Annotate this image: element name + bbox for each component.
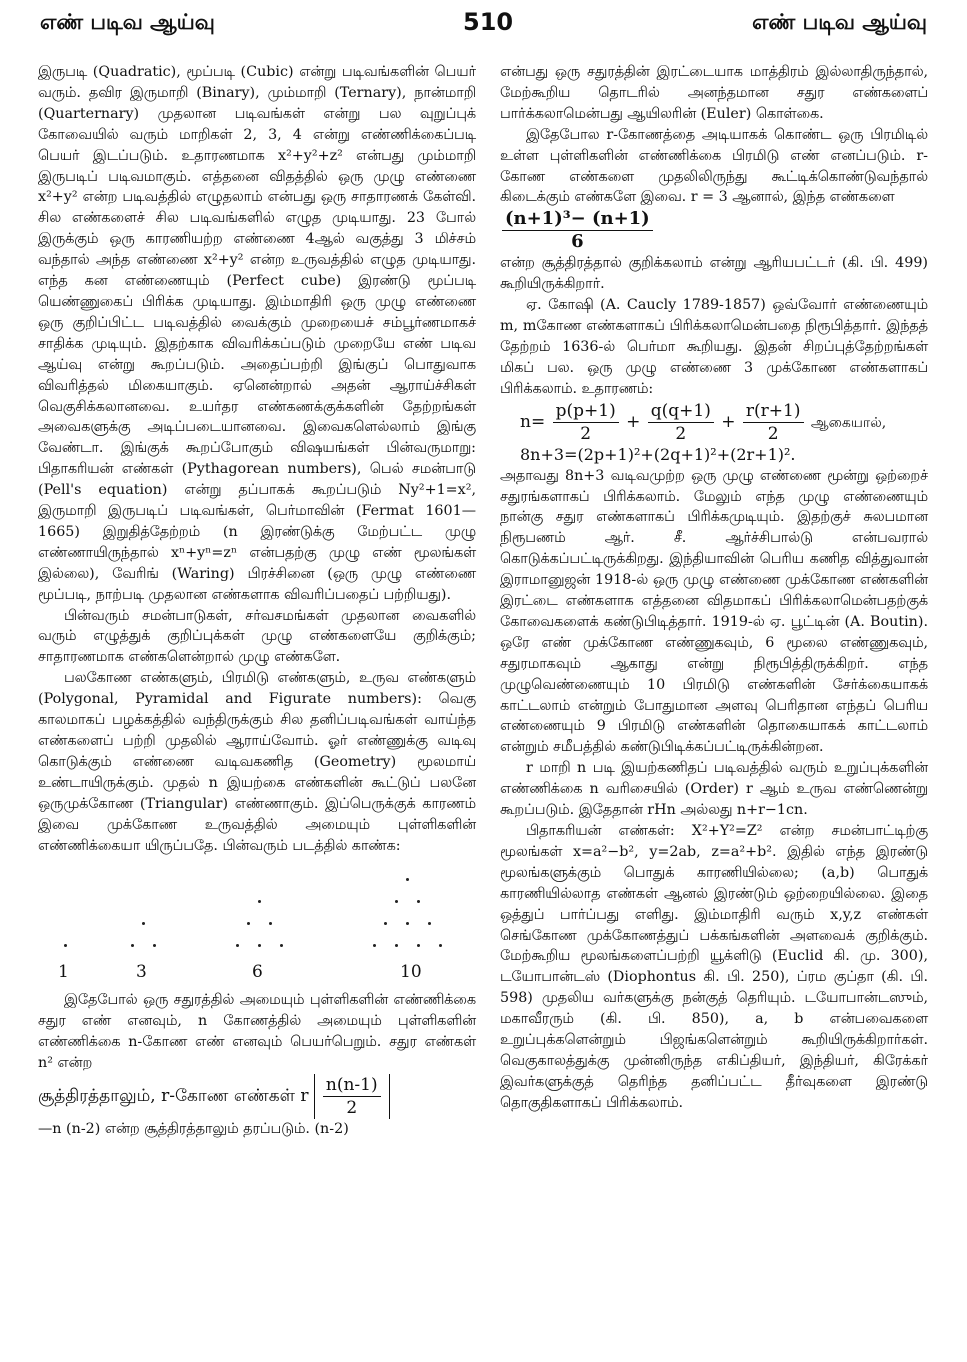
fraction [743,400,804,445]
plus-sign: + [626,411,641,432]
header-right-title: எண் படிவ ஆய்வு [752,10,927,34]
figure-dot [384,922,387,925]
fraction [553,400,619,445]
page-number: 510 [463,8,514,36]
formula-line [38,1074,476,1119]
fraction-numerator: p(p+1) [553,400,619,423]
formula-text: சூத்திரத்தாலும், r-கோண எண்கள் r [38,1086,309,1107]
fraction-denominator: 2 [346,1098,358,1119]
figure-dot [280,944,283,947]
paragraph: பலகோண எண்களும், பிரமிடு எண்களும், உருவ எண்களும் (Polygonal, Pyramidal and Figurate numbers): வெகு காலமாகப் பழக்கத்தில் வந்திருக்கும் சில தனிப்படிவங்கள் வாய்ந்த எண்களைப் பற்றி முதலில் ஆராய்வோம். ஓர் எண்ணுக்கு வடிவு கொடுக்கும் எண்ணை வடிவகணித (Geometry) மூலமாய் உண்டாயிருக்கும். முதல் n இயற்கை எண்களின் கூட்டுப் பலனே ஒருமுக்கோண (Triangular) எண்ணாகும். இப்பெருக்குக் காரணம் இவை முக்கோண உருவத்தில் அமையும் புள்ளிகளின் எண்ணிக்கையா யிருப்பதே. பின்வரும் படத்தில் காண்க: [38,670,476,854]
formula-line: 8n+3=(2p+1)²+(2q+1)²+(2r+1)². [520,444,796,464]
paragraph: இதேபோல் ஒரு சதுரத்தில் அமையும் புள்ளிகளின் எண்ணிக்கை சதுர எண் எனவும், n கோணத்தில் அமையும் புள்ளிகளின் எண்ணிக்கை n-கோண எண் எனவும் பெயர்பெறும். சதுர எண்கள் n² என்ற [38,992,476,1072]
paragraph: இருபடி (Quadratic), மூப்படி (Cubic) என்று படிவங்களின் பெயர் வரும். தவிர இருமாறி (Binary), மும்மாறி (Ternary), நான்மாறி (Quarternary) முதலான படிவங்கள் என்று பல வுறுப்புக் கோவையில் வரும் மாறிகள் 2, 3, 4 என்று எண்ணிக்கைப்படி பெயர் இடப்படும். உதாரணமாக x²+y²+z² என்பது மும்மாறி இருபடிப் படிவமாகும். எத்தனை விதத்தில் ஒரு முழு எண்ணை x²+y² என்ற படிவத்தில் எழுதலாம் என்பது ஒரு சாதாரணக் கேள்வி. சில எண்களைச் சில படிவங்களில் எழுத முடியாது. 23 போல் இருக்கும் ஒரு காரணியற்ற எண்ணை 4ஆல் வகுத்து 3 மிச்சம் வந்தால் அந்த எண்ணை x²+y² என்ற உருவத்தில் எழுத முடியாது. எந்த கன எண்ணையும் (Perfect cube) இரண்டு மூப்படி யெண்ணுகைப் பிரிக்க முடியாது. இம்மாதிரி ஒரு முழு எண்ணை ஒரு குறிப்பிட்ட படிவத்தில் வைக்கும் முறையைச் சம்பூர்ணமாகச் சாதிக்க முடியும். இதற்காக விவரிக்கப்படும் முறையே எண் படிவ ஆய்வு என்று கூறப்படும். அதைப்பற்றி இங்குப் பொதுவாக விவரித்தல் மிகையாகும். ஏனென்றால் அதன் ஆராய்ச்சிகள் வெகுசிக்கலானவை. உயர்தர எண்கணக்குக்களின் தேற்றங்கள் அவைகளுக்கு அடிப்படையானவை. இவைகளெல்லாம் இங்கு வேண்டா. இங்குக் கூறப்போகும் விஷயங்கள் பின்வருமாறு: பிதாகரியன் எண்கள் (Pythagorean numbers), பெல் சமன்பாடு (Pell's equation) என்று தப்பாகக் கூறப்படும் Ny²+1=x², இருமாறி இருபடிப் படிவங்கள், பெர்மாவின் (Fermat 1601—1665) இறுதித்தேற்றம் (n இரண்டுக்கு மேற்பட்ட முழு எண்ணாயிருந்தால் xⁿ+yⁿ=zⁿ என்பதற்கு முழு எண் மூலங்கள் இல்லை), வேரிங் (Waring) பிரச்சினை (ஒரு முழு எண்ணை மூப்படி, நாற்படி முதலான எண்களாக விவரிப்பதைப் பற்றியது). [38,64,476,603]
figure-dot [428,922,431,925]
figure-label: 10 [400,962,422,983]
left-column [38,62,476,1140]
figure-dot [64,944,67,947]
fraction-denominator: 2 [580,423,592,444]
header-left-title: எண் படிவ ஆய்வு [40,10,215,34]
figure-label: 3 [136,962,147,983]
fraction-denominator: 6 [571,231,584,253]
figure-dot [406,878,409,881]
fraction [502,208,653,253]
fraction-numerator: r(r+1) [743,400,804,423]
formula-tail: ஆகையால், [810,414,887,431]
fraction [648,400,714,445]
figure-dot [258,944,261,947]
figure-dot [395,900,398,903]
figure-dot [395,944,398,947]
triangular-numbers-figure [38,866,476,986]
figure-dot [236,944,239,947]
paragraph: ஏ. கோஷி (A. Caucly 1789-1857) ஒவ்வோர் எண்ணையும் m, mகோண எண்களாகப் பிரிக்கலாமென்பதை நிரூபித்தார். இந்தத் தேற்றம் 1636-ல் பெர்மா கூறியது. இதன் சிறப்புத்தேற்றங்கள் மிகப் பல. ஒரு முழு எண்ணை 3 முக்கோண எண்களாகப் பிரிக்கலாம். உதாரணம்: [500,297,928,397]
fraction [323,1074,381,1119]
fraction-denominator: 2 [675,423,687,444]
figure-label: 6 [252,962,263,983]
paragraph: என்பது ஒரு சதுரத்தின் இரட்டையாக மாத்திரம் இல்லாதிருந்தால், மேற்கூறிய தொடரில் அனந்தமான சதுர எண்களைப் பார்க்கலாமென்பது ஆயிலரின் (Euler) கொள்கை. [500,64,928,122]
figure-dot [406,922,409,925]
figure-dot [142,922,145,925]
figure-dot [417,944,420,947]
right-column [500,62,928,1114]
formula-line [500,208,928,253]
paragraph: பின்வரும் சமன்பாடுகள், சர்வசமங்கள் முதலான வைகளில் வரும் எழுத்துக் குறிப்புக்கள் முழு எண்களையே குறிக்கும்; சாதாரணமாக எண்களென்றால் முழு எண்களே. [38,607,476,666]
paragraph: அதாவது 8n+3 வடிவமுற்ற ஒரு முழு எண்ணை மூன்று ஒற்றைச் சதுரங்களாகப் பிரிக்கலாம். மேலும் எந்த முழு எண்ணையும் நான்கு சதுர எண்களாகப் பிரிக்கமுடியும். இதற்குச் சுலபமான நிரூபணம் ஆர். சீ. ஆர்ச்சிபால்டு என்பவரால் கொடுக்கப்பட்டிருக்கிறது. இந்தியாவின் பெரிய கணித வித்துவான் இராமானுஜன் 1918-ல் ஒரு முழு எண்ணை முக்கோண எண்களின் இரட்டை எண்களாக எத்தனை விதமாகப் பிரிக்கலாமென்பதற்குக் கோவைகளைக் கண்டுபிடித்தார். 1919-ல் ஏ. பூட்டின் (A. Boutin). ஒரே எண் முக்கோண எண்ணுகவும், 6 மூலை எண்ணுகவும், சதுரமாகவும் ஆகாது என்று நிரூபித்திருக்கிறர். எந்த முழுவெண்ணையும் 10 பிரமிடு எண்களின் சேர்க்கையாகக் காட்டலாம் என்றும் போதுமான அளவு பெரிதான எந்தப் பெரிய எண்ணையும் 9 பிரமிடு எண்களின் தொகையாகக் காட்டலாம் என்றும் சமீபத்தில் கண்டுபிடிக்கப்பட்டிருக்கின்றன. [500,467,928,756]
fraction-numerator: n(n-1) [323,1074,381,1097]
figure-dot [269,922,272,925]
paragraph: —n (n-2) என்ற சூத்திரத்தாலும் தரப்படும். (n-2) [38,1121,349,1138]
figure-label: 1 [58,962,69,983]
figure-dot [439,944,442,947]
page-header [0,0,967,48]
paragraph: பிதாகரியன் எண்கள்: X²+Y²=Z² என்ற சமன்பாட்டிற்கு மூலங்கள் x=a²−b², y=2ab, z=a²+b². இதில் எந்த இரண்டு மூலங்களுக்கும் பொதுக் காரணியில்லை; (a,b) பொதுக் காரணியில்லாத எண்கள் ஆனல் இரண்டும் ஒற்றையில்லை. இதை ஒத்துப் பார்ப்பது எளிது. இம்மாதிரி வரும் x,y,z எண்கள் செங்கோண முக்கோணத்துப் பக்கங்களின் அளவைக் குறிக்கும். மேற்கூறிய மூலங்களைப்பற்றி யூக்ளிடு (Euclid கி. மு. 300), டயோபான்டஸ் (Diophontus கி. பி. 250), ப்ரம குப்தா (கி. பி. 598) முதலிய வர்களுக்கு நன்குத் தெரியும். டயோபான்டஸும், மகாவீரரும் (கி. பி. 850), a, b என்பவைகளை உறுப்புக்களென்றும் பிஜங்களென்றும் கூறியிருக்கிறார்கள். வெகுகாலத்துக்கு முன்னிருந்த எகிப்தியர், இந்தியர், கிரேக்கர் இவர்களுக்குத் தெரிந்த தனிப்பட்ட தீர்வுகளை இரண்டு தொகுதிகளாகப் பிரிக்கலாம். [500,823,928,1111]
figure-dot [258,900,261,903]
fraction-denominator: 2 [767,423,779,444]
figure-dot [131,944,134,947]
formula-bracket [314,1074,390,1119]
formula-lhs: n= [520,411,546,432]
formula-line [520,400,928,445]
plus-sign: + [721,411,736,432]
figure-dot [373,944,376,947]
paragraph: இதேபோல r-கோணத்தை அடியாகக் கொண்ட ஒரு பிரமிடில் உள்ள புள்ளிகளின் எண்ணிக்கை பிரமிடு எண் எனப்படும். r-கோண எண்களை முதலிலிருந்து கூட்டிக்கொண்டுவந்தால் கிடைக்கும் எண்களே இவை. r = 3 ஆனால், இந்த எண்களை [500,126,928,206]
figure-dot [153,944,156,947]
paragraph: என்ற சூத்திரத்தால் குறிக்கலாம் என்று ஆரியபட்டர் (கி. பி. 499) கூறியிருக்கிறார். [500,255,928,293]
fraction-numerator: q(q+1) [648,400,714,423]
figure-dot [417,900,420,903]
figure-dot [247,922,250,925]
fraction-numerator: (n+1)³− (n+1) [502,208,653,231]
paragraph: r மாறி n படி இயற்கணிதப் படிவத்தில் வரும் உறுப்புக்களின் எண்ணிக்கை n வரிசையில் (Order) r ஆம் உருவ எண்ணென்று கூறப்படும். இதேதான் rHn அல்லது n+r−1cn. [500,760,928,819]
